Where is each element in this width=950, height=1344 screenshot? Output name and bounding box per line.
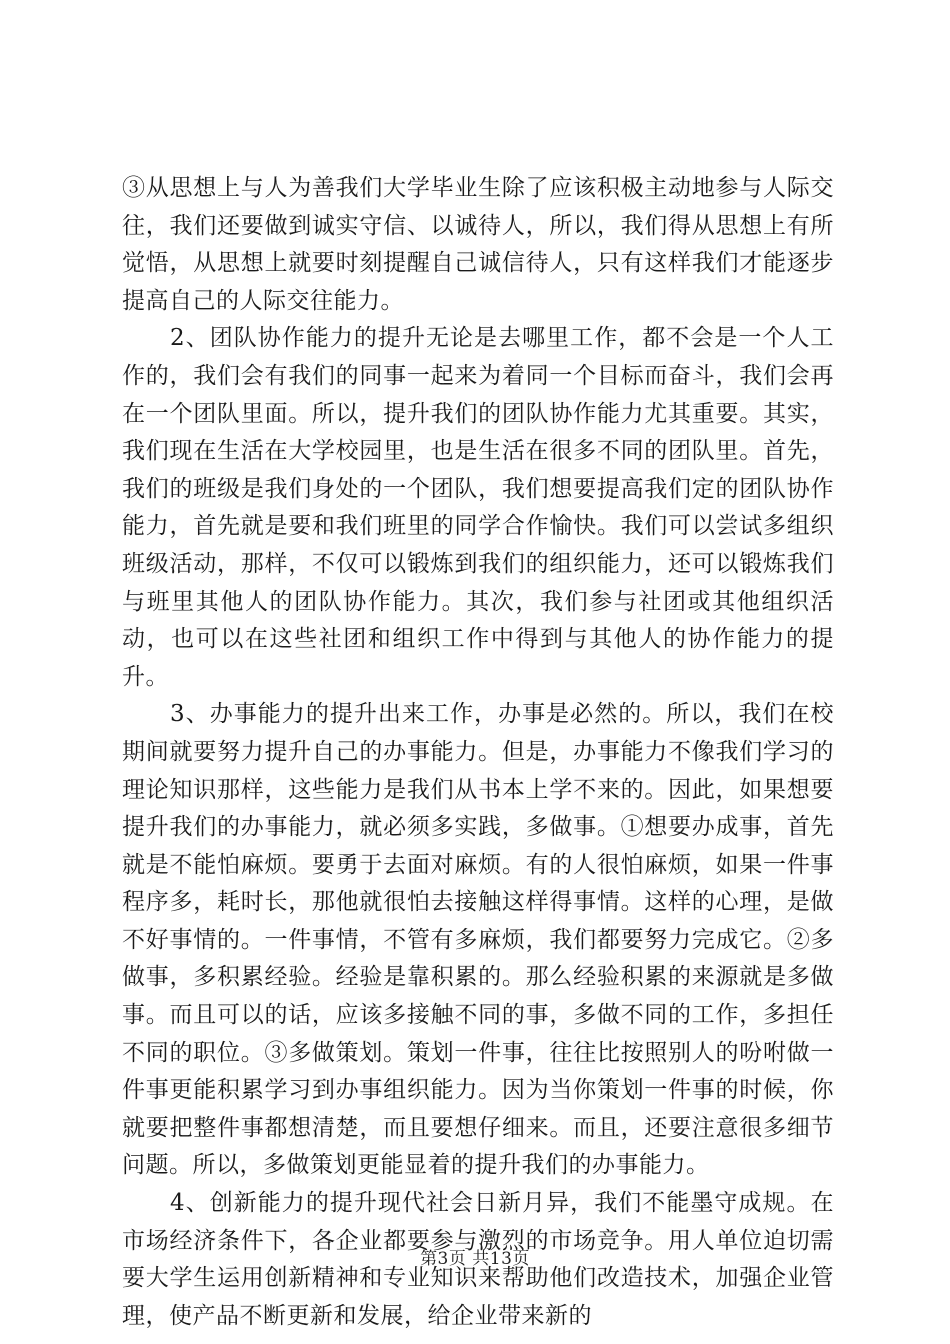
page-number-footer: 第3页 共13页: [420, 1249, 530, 1269]
paragraph-interpersonal-sincerity: ③从思想上与人为善我们大学毕业生除了应该积极主动地参与人际交往，我们还要做到诚实守信、以诚待人，所以，我们得从思想上有所觉悟，从思想上就要时刻提醒自己诚信待人，只有这样我们才能逐步提高自己的人际交往能力。: [122, 175, 834, 314]
paragraph-innovation: 4、创新能力的提升现代社会日新月异，我们不能墨守成规。在市场经济条件下，各企业都要参与激烈的市场竞争。用人单位迫切需要大学生运用创新精神和专业知识来帮助他们改造技术，加强企业管理，使产品不断更新和发展，给企业带来新的: [122, 1190, 834, 1329]
paragraph-work-ability: 3、办事能力的提升出来工作，办事是必然的。所以，我们在校期间就要努力提升自己的办事能力。但是，办事能力不像我们学习的理论知识那样，这些能力是我们从书本上学不来的。因此，如果想要提升我们的办事能力，就必须多实践，多做事。①想要办成事，首先就是不能怕麻烦。要勇于去面对麻烦。有的人很怕麻烦，如果一件事程序多，耗时长，那他就很怕去接触这样得事情。这样的心理，是做不好事情的。一件事情，不管有多麻烦，我们都要努力完成它。②多做事，多积累经验。经验是靠积累的。那么经验积累的来源就是多做事。而且可以的话，应该多接触不同的事，多做不同的工作，多担任不同的职位。③多做策划。策划一件事，往往比按照别人的吩咐做一件事更能积累学习到办事组织能力。因为当你策划一件事的时候，你就要把整件事都想清楚，而且要想仔细来。而且，还要注意很多细节问题。所以，多做策划更能显着的提升我们的办事能力。: [122, 701, 834, 1179]
document-body: [122, 170, 834, 1335]
paragraph-teamwork: 2、团队协作能力的提升无论是去哪里工作，都不会是一个人工作的，我们会有我们的同事一起来为着同一个目标而奋斗，我们会再在一个团队里面。所以，提升我们的团队协作能力尤其重要。其实，我们现在生活在大学校园里，也是生活在很多不同的团队里。首先，我们的班级是我们身处的一个团队，我们想要提高我们定的团队协作能力，首先就是要和我们班里的同学合作愉快。我们可以尝试多组织班级活动，那样，不仅可以锻炼到我们的组织能力，还可以锻炼我们与班里其他人的团队协作能力。其次，我们参与社团或其他组织活动，也可以在这些社团和组织工作中得到与其他人的协作能力的提升。: [122, 325, 834, 690]
